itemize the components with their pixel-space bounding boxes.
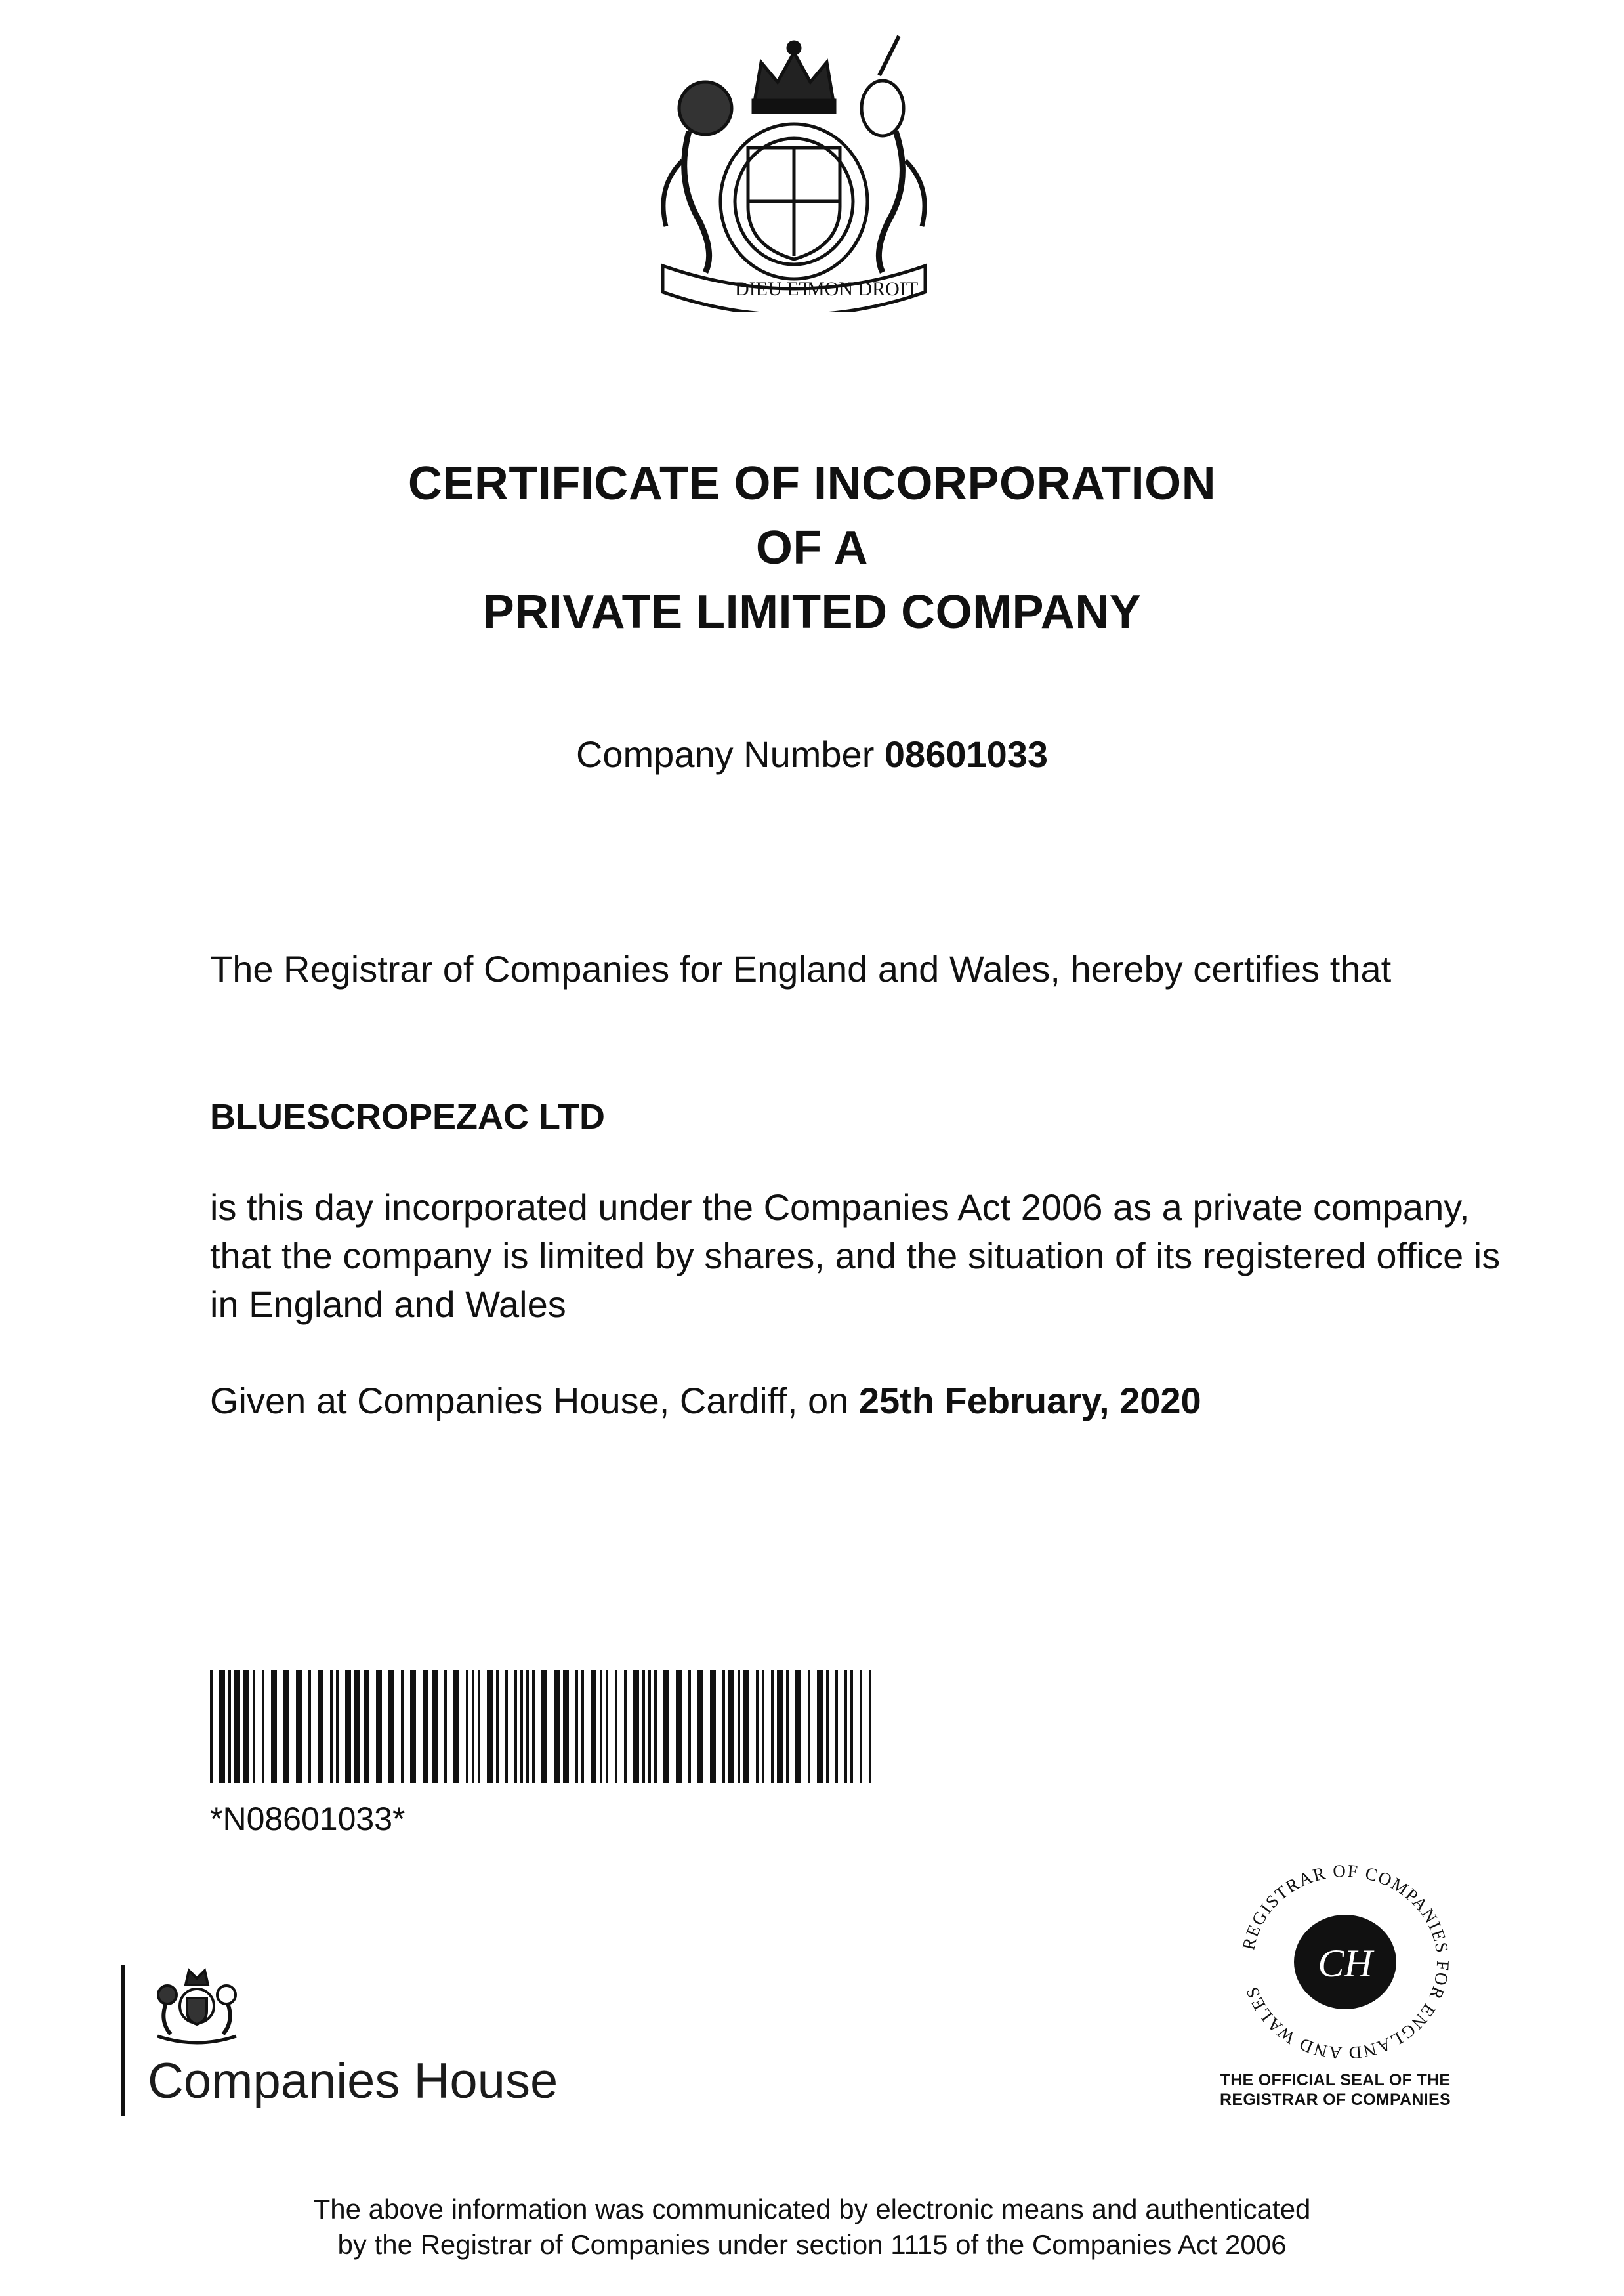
given-at-paragraph xyxy=(210,1377,1522,1425)
barcode-bar xyxy=(869,1670,871,1783)
barcode-bar xyxy=(532,1670,535,1783)
barcode-bar xyxy=(648,1670,651,1783)
barcode-bar xyxy=(676,1670,682,1783)
barcode-bar xyxy=(743,1670,749,1783)
barcode-bar xyxy=(388,1670,394,1783)
barcode-bar xyxy=(615,1670,617,1783)
barcode-bar xyxy=(401,1670,404,1783)
seal-monogram: CH xyxy=(1318,1942,1373,1985)
incorporation-paragraph: is this day incorporated under the Companies Act 2006 as a private company, that the company is limited by shares, and the situation of its registered office is in England and Wales xyxy=(210,1186,1501,1325)
barcode-bar xyxy=(253,1670,255,1783)
companies-house-name: Companies House xyxy=(148,2053,558,2109)
logo-divider xyxy=(121,1965,125,2116)
barcode-bar xyxy=(600,1670,602,1783)
barcode-bar xyxy=(219,1670,225,1783)
barcode-bar xyxy=(795,1670,801,1783)
barcode-bar xyxy=(756,1670,759,1783)
barcode-bar xyxy=(817,1670,823,1783)
footer-line-2: by the Registrar of Companies under section 1115 of the Companies Act 2006 xyxy=(337,2229,1287,2260)
barcode-bar xyxy=(296,1670,302,1783)
title-line-3: PRIVATE LIMITED COMPANY xyxy=(482,586,1142,638)
barcode-bar xyxy=(210,1670,213,1783)
seal-caption-line-1: THE OFFICIAL SEAL OF THE xyxy=(1220,2071,1451,2089)
title-line-1: CERTIFICATE OF INCORPORATION xyxy=(407,457,1217,510)
barcode-bar xyxy=(710,1670,716,1783)
seal-caption-line-2: REGISTRAR OF COMPANIES xyxy=(1220,2091,1451,2109)
barcode-bar xyxy=(228,1670,231,1783)
barcode-bar xyxy=(336,1670,339,1783)
barcode-text: *N08601033* xyxy=(210,1801,406,1837)
barcode-bar xyxy=(591,1670,596,1783)
certificate-title xyxy=(0,451,1624,644)
barcode-bar xyxy=(283,1670,289,1783)
barcode-bar xyxy=(786,1670,789,1783)
barcode-bar xyxy=(563,1670,569,1783)
barcode-bar xyxy=(234,1670,240,1783)
barcode-bar xyxy=(771,1670,774,1783)
barcode-bar xyxy=(376,1670,382,1783)
barcode-bar xyxy=(330,1670,333,1783)
barcode-bar xyxy=(663,1670,669,1783)
seal-ring-text: REGISTRAR OF COMPANIES FOR ENGLAND AND WALES xyxy=(1238,1864,1453,2060)
barcode-bar xyxy=(526,1670,529,1783)
barcode-bar xyxy=(410,1670,416,1783)
barcode-bar xyxy=(308,1670,311,1783)
barcode-bar xyxy=(453,1670,459,1783)
barcode-bar xyxy=(624,1670,627,1783)
svg-text:DIEU ET: DIEU ET xyxy=(735,278,811,300)
barcode-bar xyxy=(466,1670,468,1783)
barcode-bar xyxy=(472,1670,474,1783)
barcode-bar xyxy=(487,1670,493,1783)
barcode-bar xyxy=(835,1670,838,1783)
barcode-bar xyxy=(654,1670,657,1783)
company-name: BLUESCROPEZAC LTD xyxy=(210,1097,605,1137)
company-number xyxy=(0,732,1624,778)
footer-line-1: The above information was communicated by electronic means and authenticated xyxy=(313,2194,1311,2224)
barcode-bar xyxy=(478,1670,480,1783)
barcode-bar xyxy=(762,1670,764,1783)
companies-house-crest-icon xyxy=(148,1965,246,2047)
barcode-bar xyxy=(541,1670,547,1783)
barcode-bar xyxy=(738,1670,740,1783)
barcode-bar xyxy=(318,1670,323,1783)
barcode-bar xyxy=(354,1670,360,1783)
barcode-bar xyxy=(514,1670,517,1783)
svg-text:MON DROIT: MON DROIT xyxy=(807,278,919,300)
barcode-bar xyxy=(844,1670,847,1783)
barcode-bar xyxy=(697,1670,703,1783)
barcode-bar xyxy=(581,1670,584,1783)
companies-house-logo xyxy=(121,1965,620,2116)
barcode-bar xyxy=(554,1670,560,1783)
barcode-bar xyxy=(575,1670,578,1783)
barcode-bar xyxy=(606,1670,608,1783)
barcode-bar xyxy=(364,1670,369,1783)
barcode-bar xyxy=(520,1670,523,1783)
given-at-prefix: Given at Companies House, Cardiff, on xyxy=(210,1380,849,1421)
barcode-bar xyxy=(826,1670,829,1783)
company-number-value: 08601033 xyxy=(884,734,1049,775)
title-line-2: OF A xyxy=(755,522,869,574)
barcode-bar xyxy=(243,1670,249,1783)
barcode-icon xyxy=(210,1670,873,1783)
company-number-label: Company Number xyxy=(575,734,875,775)
barcode-bar xyxy=(688,1670,691,1783)
certifies-paragraph: The Registrar of Companies for England and Wales, hereby certifies that xyxy=(210,948,1392,990)
royal-coat-of-arms-icon xyxy=(636,30,951,312)
barcode-bar xyxy=(505,1670,508,1783)
barcode-bar xyxy=(633,1670,639,1783)
barcode-bar xyxy=(444,1670,447,1783)
incorporation-date: 25th February, 2020 xyxy=(858,1380,1201,1421)
barcode-bar xyxy=(722,1670,725,1783)
barcode-bar xyxy=(777,1670,783,1783)
barcode-bar xyxy=(728,1670,734,1783)
barcode-bar xyxy=(262,1670,264,1783)
barcode-bar xyxy=(850,1670,853,1783)
barcode-bar xyxy=(642,1670,645,1783)
authentication-footer xyxy=(0,2192,1624,2263)
official-seal-icon xyxy=(1227,1864,1463,2060)
barcode-bar xyxy=(345,1670,351,1783)
barcode-bar xyxy=(423,1670,428,1783)
barcode-bar xyxy=(496,1670,499,1783)
barcode-bar xyxy=(271,1670,277,1783)
seal-caption xyxy=(1184,2070,1486,2110)
barcode-bar xyxy=(432,1670,438,1783)
barcode-bar xyxy=(808,1670,810,1783)
barcode-bar xyxy=(860,1670,862,1783)
